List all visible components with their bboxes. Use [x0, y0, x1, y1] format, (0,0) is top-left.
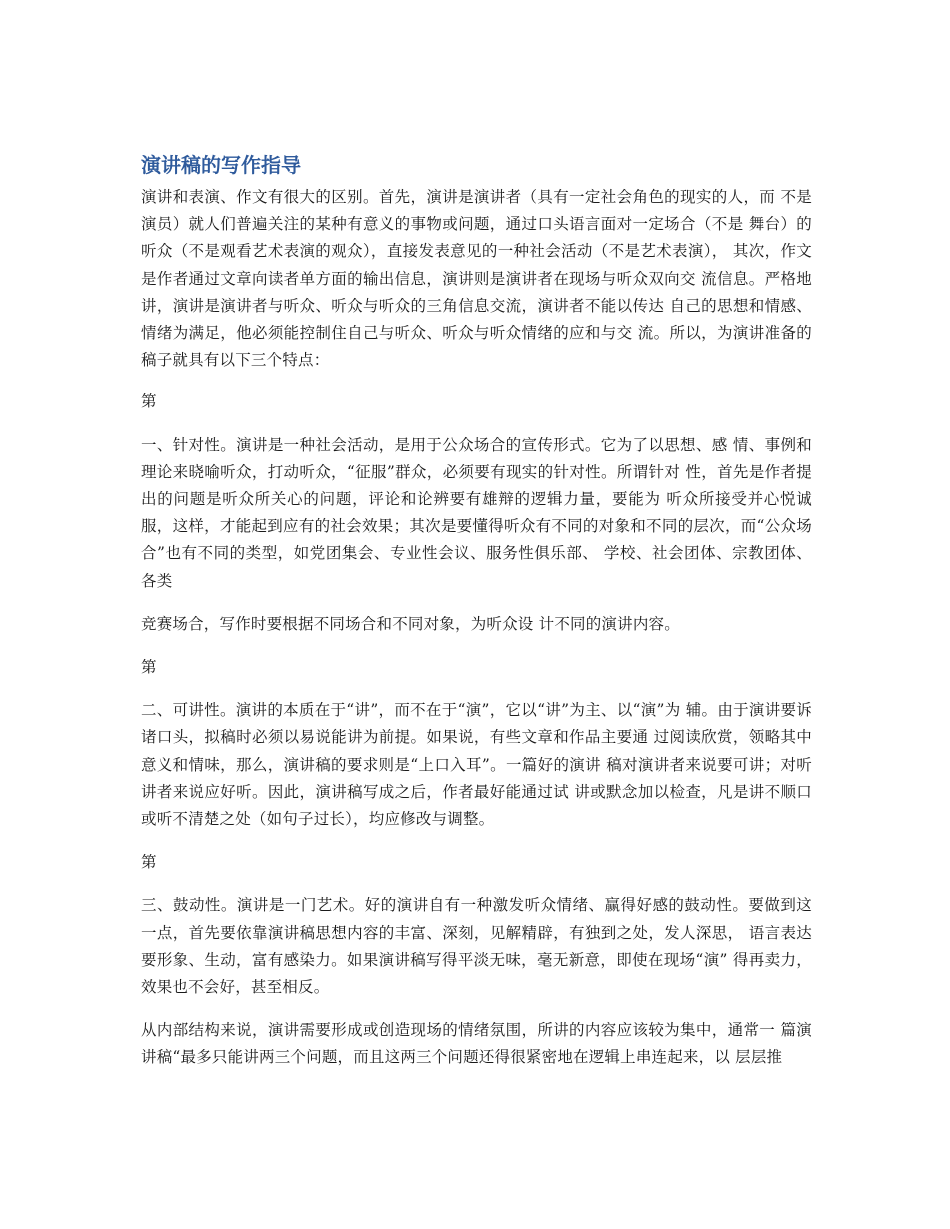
speakability-paragraph: 二、可讲性。演讲的本质在于“讲”，而不在于“演”，它以“讲”为主、以“演”为 辅。由于演讲要诉诸口头，拟稿时必须以易说能讲为前提。如果说，有些文章和作品主要通 过阅读欣赏，领略其中意义和情味，那么，演讲稿的要求则是“上口入耳”。一篇好的演讲 稿对演讲者来说要可讲；对听讲者来说应好听。因此，演讲稿写成之后，作者最好能通过试 讲或默念加以检查，凡是讲不顺口或听不清楚之处（如句子过长），均应修改与调整。 — [141, 701, 812, 829]
targeting-paragraph: 一、针对性。演讲是一种社会活动，是用于公众场合的宣传形式。它为了以思想、感 情、事例和理论来晓喻听众，打动听众，“征服”群众，必须要有现实的针对性。所谓针对 性，首先是作者提出的问题是听众所关心的问题，评论和论辨要有雄辩的逻辑力量，要能为 听众所接受并心悦诚服，这样，才能起到应有的社会效果；其次是要懂得听众有不同的对象和不同的层次，而“公众场合”也有不同的类型，如党团集会、专业性会议、服务性俱乐部、 学校、社会团体、宗教团体、各类 — [141, 435, 812, 590]
section-marker: 第 — [141, 853, 157, 872]
intro-paragraph: 演讲和表演、作文有很大的区别。首先，演讲是演讲者（具有一定社会角色的现实的人，而 不是演员）就人们普遍关注的某种有意义的事物或问题，通过口头语言面对一定场合（不是 舞台）的听众（不是观看艺术表演的观众），直接发表意见的一种社会活动（不是艺术表演）， 其次，作文是作者通过文章向读者单方面的输出信息，演讲则是演讲者在现场与听众双向交 流信息。严格地讲，演讲是演讲者与听众、听众与听众的三角信息交流，演讲者不能以传达 自己的思想和情感、情绪为满足，他必须能控制住自己与听众、听众与听众情绪的应和与交 流。所以，为演讲准备的稿子就具有以下三个特点： — [141, 188, 812, 370]
section-marker: 第 — [141, 392, 157, 411]
section-marker: 第 — [141, 658, 157, 677]
targeting-continuation-paragraph: 竞赛场合，写作时要根据不同场合和不同对象，为听众设 计不同的演讲内容。 — [141, 614, 680, 633]
inspiration-paragraph: 三、鼓动性。演讲是一门艺术。好的演讲自有一种激发听众情绪、赢得好感的鼓动性。要做到这一点，首先要依靠演讲稿思想内容的丰富、深刻，见解精辟，有独到之处，发人深思， 语言表达要形象、生动，富有感染力。如果演讲稿写得平淡无味，毫无新意，即使在现场“演” 得再卖力，效果也不会好，甚至相反。 — [141, 896, 812, 997]
structure-paragraph: 从内部结构来说，演讲需要形成或创造现场的情绪氛围，所讲的内容应该较为集中，通常一 篇演讲稿“最多只能讲两三个问题，而且这两三个问题还得很紧密地在逻辑上串连起来，以 层层推 — [141, 1021, 812, 1067]
document-title: 演讲稿的写作指导 — [141, 153, 301, 177]
